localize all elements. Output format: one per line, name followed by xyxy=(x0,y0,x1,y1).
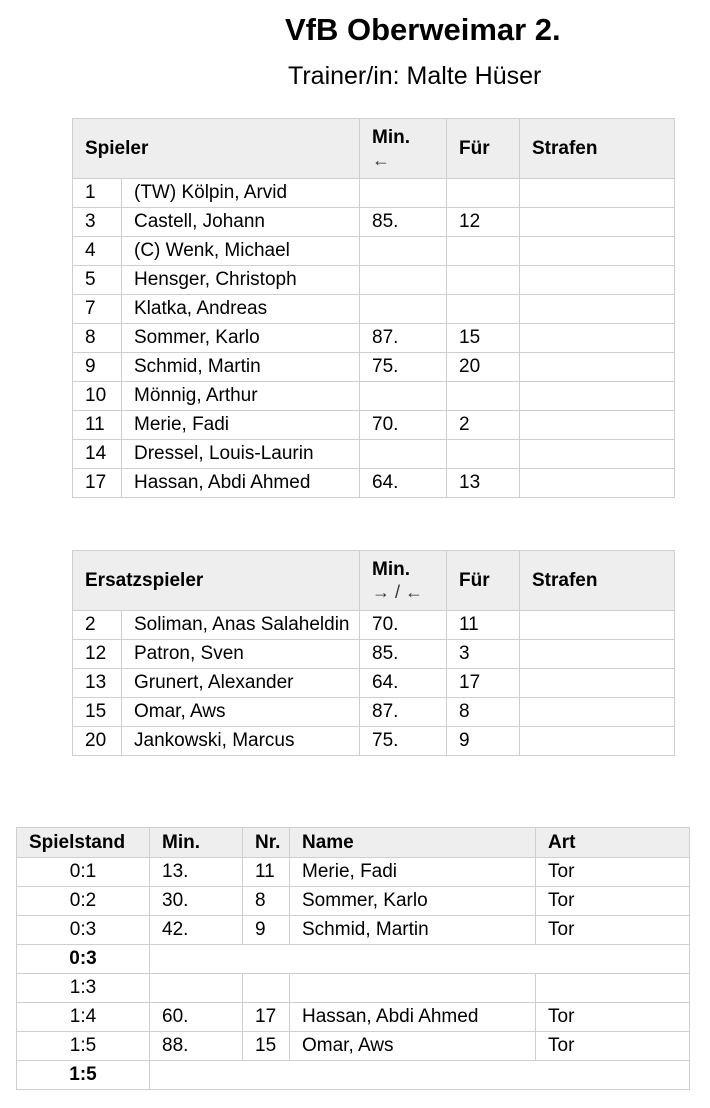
event-minute: 88. xyxy=(150,1032,243,1061)
event-player-name: Sommer, Karlo xyxy=(290,887,536,916)
event-type: Tor xyxy=(536,916,690,945)
player-name: Mönnig, Arthur xyxy=(122,382,360,411)
player-name: Patron, Sven xyxy=(122,640,360,669)
player-penalties xyxy=(520,469,675,498)
player-row xyxy=(73,179,675,208)
player-name: (C) Wenk, Michael xyxy=(122,237,360,266)
player-number: 2 xyxy=(73,611,122,640)
event-player-name: Schmid, Martin xyxy=(290,916,536,945)
substitutes-player-header: Ersatzspieler xyxy=(73,551,360,611)
event-type: Tor xyxy=(536,858,690,887)
event-row xyxy=(17,1032,690,1061)
event-score: 1:3 xyxy=(17,974,150,1003)
event-player-name xyxy=(290,974,536,1003)
player-penalties xyxy=(520,440,675,469)
event-type: Tor xyxy=(536,887,690,916)
substitution-minute xyxy=(360,382,447,411)
events-table xyxy=(16,827,690,1090)
substitution-for: 8 xyxy=(447,698,520,727)
player-number: 12 xyxy=(73,640,122,669)
substitution-for: 3 xyxy=(447,640,520,669)
player-row xyxy=(73,295,675,324)
player-penalties xyxy=(520,382,675,411)
event-row xyxy=(17,858,690,887)
player-name: Hensger, Christoph xyxy=(122,266,360,295)
player-name: Hassan, Abdi Ahmed xyxy=(122,469,360,498)
player-penalties xyxy=(520,611,675,640)
substitution-minute: 75. xyxy=(360,353,447,382)
substitution-for xyxy=(447,295,520,324)
player-number: 20 xyxy=(73,727,122,756)
event-score: 0:1 xyxy=(17,858,150,887)
starters-table xyxy=(72,118,675,498)
starters-header-row xyxy=(73,119,675,179)
substitutes-header-row xyxy=(73,551,675,611)
substitution-minute xyxy=(360,179,447,208)
player-row xyxy=(73,440,675,469)
event-type xyxy=(536,974,690,1003)
player-number: 11 xyxy=(73,411,122,440)
substitutes-penalties-header: Strafen xyxy=(520,551,675,611)
player-penalties xyxy=(520,353,675,382)
substitution-for: 11 xyxy=(447,611,520,640)
player-number: 1 xyxy=(73,179,122,208)
event-player-number: 15 xyxy=(243,1032,290,1061)
substitution-for: 12 xyxy=(447,208,520,237)
event-player-number: 8 xyxy=(243,887,290,916)
events-header-row xyxy=(17,828,690,858)
player-row xyxy=(73,208,675,237)
substitution-for: 9 xyxy=(447,727,520,756)
event-score: 0:3 xyxy=(17,916,150,945)
player-number: 17 xyxy=(73,469,122,498)
score-summary: 0:3 xyxy=(17,945,150,974)
event-row xyxy=(17,887,690,916)
substitution-for xyxy=(447,266,520,295)
event-row xyxy=(17,974,690,1003)
sub-out-arrow-icon: ← xyxy=(372,149,390,170)
event-score: 1:5 xyxy=(17,1032,150,1061)
event-row xyxy=(17,916,690,945)
event-minute: 60. xyxy=(150,1003,243,1032)
event-score: 1:4 xyxy=(17,1003,150,1032)
player-penalties xyxy=(520,669,675,698)
player-name: Grunert, Alexander xyxy=(122,669,360,698)
summary-empty-cell xyxy=(150,945,690,974)
substitution-for: 13 xyxy=(447,469,520,498)
player-number: 3 xyxy=(73,208,122,237)
score-summary-row xyxy=(17,1061,690,1090)
player-row xyxy=(73,469,675,498)
event-player-number xyxy=(243,974,290,1003)
substitution-minute xyxy=(360,440,447,469)
player-row xyxy=(73,640,675,669)
substitution-for xyxy=(447,382,520,411)
player-penalties xyxy=(520,208,675,237)
player-penalties xyxy=(520,640,675,669)
player-row xyxy=(73,266,675,295)
player-penalties xyxy=(520,324,675,353)
player-number: 15 xyxy=(73,698,122,727)
player-number: 8 xyxy=(73,324,122,353)
player-row xyxy=(73,411,675,440)
substitution-for: 15 xyxy=(447,324,520,353)
substitution-minute: 87. xyxy=(360,324,447,353)
substitution-minute xyxy=(360,266,447,295)
substitution-minute: 64. xyxy=(360,469,447,498)
player-number: 9 xyxy=(73,353,122,382)
player-name: Castell, Johann xyxy=(122,208,360,237)
event-type: Tor xyxy=(536,1032,690,1061)
substitution-minute xyxy=(360,295,447,324)
events-nr-header: Nr. xyxy=(243,828,290,858)
min-label: Min. xyxy=(372,558,410,580)
player-number: 13 xyxy=(73,669,122,698)
substitution-minute: 70. xyxy=(360,611,447,640)
starters-player-header: Spieler xyxy=(73,119,360,179)
player-name: Sommer, Karlo xyxy=(122,324,360,353)
trainer-line: Trainer/in: Malte Hüser xyxy=(288,62,542,90)
player-name: Omar, Aws xyxy=(122,698,360,727)
events-min-header: Min. xyxy=(150,828,243,858)
player-number: 5 xyxy=(73,266,122,295)
sub-in-out-arrow-icon: → / ← xyxy=(372,581,424,602)
substitution-for: 17 xyxy=(447,669,520,698)
player-penalties xyxy=(520,179,675,208)
event-row xyxy=(17,1003,690,1032)
player-row xyxy=(73,698,675,727)
player-name: Soliman, Anas Salaheldin xyxy=(122,611,360,640)
substitution-minute: 85. xyxy=(360,640,447,669)
score-summary-row xyxy=(17,945,690,974)
player-name: Klatka, Andreas xyxy=(122,295,360,324)
event-player-number: 9 xyxy=(243,916,290,945)
player-penalties xyxy=(520,295,675,324)
substitution-for: 2 xyxy=(447,411,520,440)
event-minute: 42. xyxy=(150,916,243,945)
event-type: Tor xyxy=(536,1003,690,1032)
event-minute: 30. xyxy=(150,887,243,916)
events-type-header: Art xyxy=(536,828,690,858)
event-minute xyxy=(150,974,243,1003)
substitution-minute: 87. xyxy=(360,698,447,727)
player-penalties xyxy=(520,411,675,440)
player-penalties xyxy=(520,266,675,295)
substitution-minute: 85. xyxy=(360,208,447,237)
substitution-for xyxy=(447,237,520,266)
player-number: 4 xyxy=(73,237,122,266)
player-name: Dressel, Louis-Laurin xyxy=(122,440,360,469)
player-penalties xyxy=(520,727,675,756)
substitution-minute: 64. xyxy=(360,669,447,698)
player-name: (TW) Kölpin, Arvid xyxy=(122,179,360,208)
substitutes-table xyxy=(72,550,675,756)
substitution-for xyxy=(447,179,520,208)
player-row xyxy=(73,382,675,411)
player-row xyxy=(73,727,675,756)
player-row xyxy=(73,237,675,266)
starters-min-header xyxy=(360,119,447,179)
player-name: Jankowski, Marcus xyxy=(122,727,360,756)
substitutes-min-header xyxy=(360,551,447,611)
event-score: 0:2 xyxy=(17,887,150,916)
min-label: Min. xyxy=(372,126,410,148)
event-player-name: Merie, Fadi xyxy=(290,858,536,887)
team-name: VfB Oberweimar 2. xyxy=(285,12,561,47)
player-number: 7 xyxy=(73,295,122,324)
player-row xyxy=(73,611,675,640)
event-player-number: 17 xyxy=(243,1003,290,1032)
substitution-minute: 70. xyxy=(360,411,447,440)
player-row xyxy=(73,324,675,353)
events-name-header: Name xyxy=(290,828,536,858)
player-name: Schmid, Martin xyxy=(122,353,360,382)
event-player-name: Omar, Aws xyxy=(290,1032,536,1061)
player-row xyxy=(73,669,675,698)
substitution-for xyxy=(447,440,520,469)
event-player-number: 11 xyxy=(243,858,290,887)
player-penalties xyxy=(520,237,675,266)
substitution-minute xyxy=(360,237,447,266)
player-number: 14 xyxy=(73,440,122,469)
player-number: 10 xyxy=(73,382,122,411)
substitution-for: 20 xyxy=(447,353,520,382)
player-penalties xyxy=(520,698,675,727)
events-score-header: Spielstand xyxy=(17,828,150,858)
player-name: Merie, Fadi xyxy=(122,411,360,440)
substitutes-for-header: Für xyxy=(447,551,520,611)
summary-empty-cell xyxy=(150,1061,690,1090)
substitution-minute: 75. xyxy=(360,727,447,756)
starters-penalties-header: Strafen xyxy=(520,119,675,179)
event-player-name: Hassan, Abdi Ahmed xyxy=(290,1003,536,1032)
player-row xyxy=(73,353,675,382)
score-summary: 1:5 xyxy=(17,1061,150,1090)
starters-for-header: Für xyxy=(447,119,520,179)
event-minute: 13. xyxy=(150,858,243,887)
